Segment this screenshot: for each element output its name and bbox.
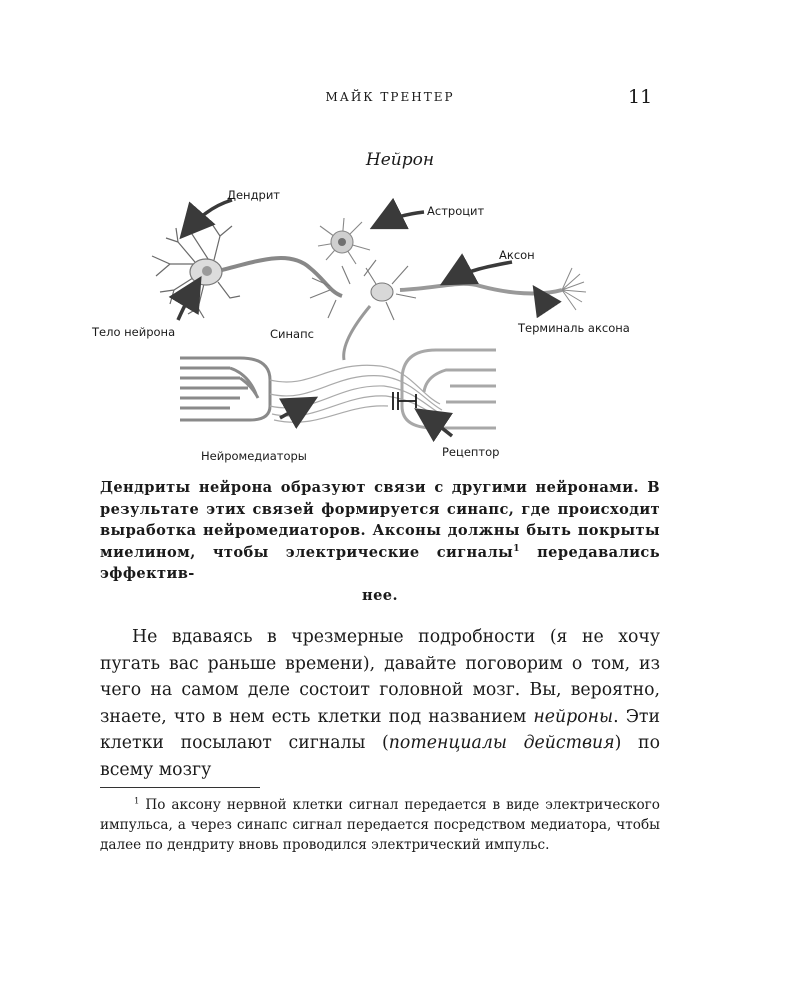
presynaptic-terminal [180, 358, 270, 420]
label-synapse: Синапс [270, 327, 314, 341]
label-receptor: Рецептор [442, 445, 500, 459]
figure-title: Нейрон [365, 150, 435, 170]
caption-last-line: нее. [362, 586, 398, 604]
neuron-cell-illustration [152, 224, 240, 318]
caption-footnote-ref: 1 [513, 543, 520, 554]
label-astrocyte: Астроцит [427, 204, 485, 218]
label-neurotransmitters: Нейромедиаторы [201, 449, 307, 463]
label-dendrite: Дендрит [227, 188, 281, 202]
footnote [100, 795, 660, 855]
axon-terminal-illustration [562, 268, 586, 310]
label-axon: Аксон [499, 248, 535, 262]
axon-path-1 [222, 258, 342, 296]
body-text-1: Не вдаваясь в чрезмерные подробности (я не хочу пугать вас раньше времени), давайте поговорим о том, из чего на самом деле состоит головной мозг. Вы, вероятно, знаете, что в нем есть клетки под названием [100, 627, 660, 727]
footnote-divider [100, 787, 260, 788]
caption-tail: передавались эффектив- [100, 543, 661, 582]
astrocyte-illustration [318, 218, 370, 264]
body-emphasis-action-potentials: потенциалы действия [388, 733, 615, 753]
body-text-2: . Эти клетки посылают сигналы ( [100, 706, 661, 753]
footnote-text: По аксону нервной клетки сигнал передается в виде электрического импульса, а через синапс сигнал передается посредством медиатора, чтобы далее по дендриту вновь проводился электрический импульс. [100, 797, 660, 853]
running-head: МАЙК ТРЕНТЕР [325, 90, 455, 104]
postsynaptic-terminal [402, 350, 496, 428]
label-cell-body: Тело нейрона [92, 325, 176, 339]
caption-text: Дендриты нейрона образуют связи с другими нейронами. В результате этих связей формируется синапс, где происходит выработка нейромедиаторов. Аксоны должны быть покрыты миелином, чтобы электрические сигналы [100, 479, 660, 561]
body-paragraph [100, 624, 660, 783]
body-emphasis-neurons: нейроны [533, 706, 614, 727]
footnote-marker: 1 [134, 795, 140, 806]
label-axon-terminal: Терминаль аксона [518, 321, 630, 335]
figure-caption [100, 477, 660, 606]
body-text-3: ) по всему мозгу [100, 733, 660, 780]
synapse-connector [344, 306, 370, 360]
page-number: 11 [628, 86, 653, 108]
neuron-figure [80, 180, 680, 470]
